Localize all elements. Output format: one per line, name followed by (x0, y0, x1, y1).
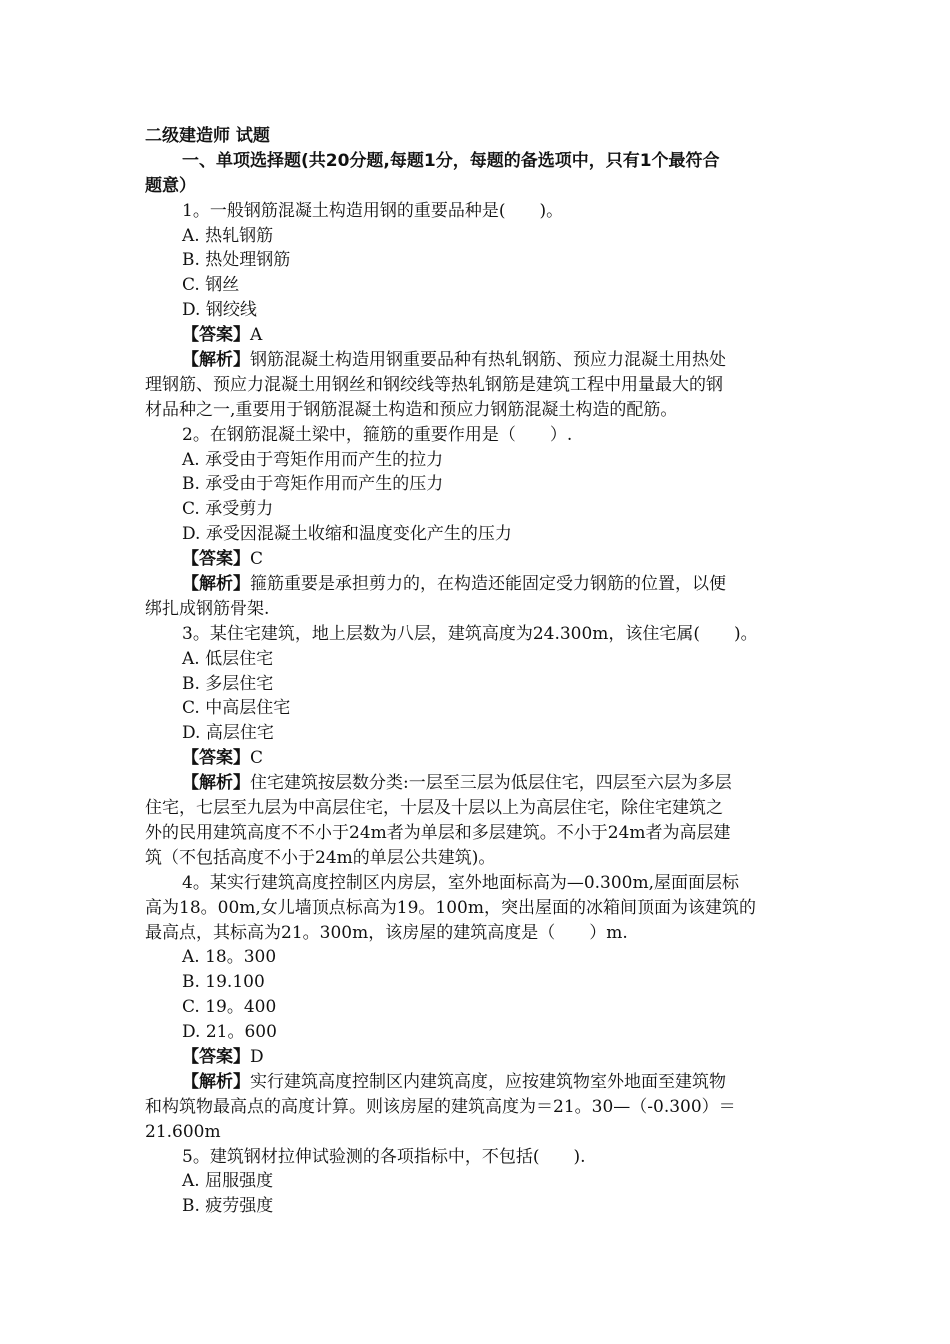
answer-label: 【答案】 (182, 549, 250, 570)
question-3-option-c: C. 中高层住宅 (182, 698, 291, 719)
question-4-option-a: A. 18。300 (182, 947, 277, 968)
question-3-stem: 3。某住宅建筑，地上层数为八层，建筑高度为24.300m，该住宅属( )。 (182, 623, 758, 644)
analysis-label: 【解析】 (182, 773, 250, 794)
question-4-stem-line: 高为18。00m,女儿墙顶点标高为19。100m，突出屋面的冰箱间顶面为该建筑的 (145, 897, 756, 918)
answer-label: 【答案】 (182, 325, 250, 346)
question-5-stem: 5。建筑钢材拉伸试验测的各项指标中，不包括( ). (182, 1146, 586, 1167)
question-4-analysis-line: 21.600m (145, 1121, 221, 1142)
question-2-answer (145, 547, 815, 572)
question-1-option-a: A. 热轧钢筋 (182, 225, 274, 246)
answer-value: C (250, 748, 264, 769)
question-2-option-d: D. 承受因混凝土收缩和温度变化产生的压力 (182, 524, 512, 545)
answer-value: C (250, 549, 264, 570)
analysis-text: 箍筋重要是承担剪力的，在构造还能固定受力钢筋的位置，以便 (250, 574, 726, 595)
question-5-option-b: B. 疲劳强度 (182, 1196, 274, 1217)
question-3-analysis-line: 筑（不包括高度不小于24m的单层公共建筑)。 (145, 847, 496, 868)
answer-value: A (250, 325, 263, 346)
answer-label: 【答案】 (182, 748, 250, 769)
question-4-answer (145, 1045, 815, 1070)
analysis-text: 钢筋混凝土构造用钢重要品种有热轧钢筋、预应力混凝土用热处 (250, 350, 726, 371)
question-4-stem: 4。某实行建筑高度控制区内房层，室外地面标高为—0.300m,屋面面层标 (182, 872, 740, 893)
question-3-analysis-line: 住宅，七层至九层为中高层住宅，十层及十层以上为高层住宅，除住宅建筑之 (145, 798, 723, 819)
question-2-analysis-line: 绑扎成钢筋骨架. (145, 598, 270, 619)
question-2-stem: 2。在钢筋混凝土梁中，箍筋的重要作用是（ ）. (182, 424, 573, 445)
document-title: 二级建造师 试题 (145, 126, 270, 146)
question-1-analysis-line: 材品种之一,重要用于钢筋混凝土构造和预应力钢筋混凝土构造的配筋。 (145, 399, 678, 420)
question-3-option-b: B. 多层住宅 (182, 673, 274, 694)
question-2-analysis (145, 572, 815, 597)
question-1-option-c: C. 钢丝 (182, 275, 240, 296)
question-1-answer (145, 323, 815, 348)
analysis-label: 【解析】 (182, 1071, 250, 1092)
document-page (145, 124, 815, 1219)
question-4-option-c: C. 19。400 (182, 997, 277, 1018)
question-1-option-d: D. 钢绞线 (182, 300, 257, 321)
analysis-label: 【解析】 (182, 350, 250, 371)
question-3-analysis-line: 外的民用建筑高度不不小于24m者为单层和多层建筑。不小于24m者为高层建 (145, 822, 731, 843)
question-4-stem-line: 最高点，其标高为21。300m，该房屋的建筑高度是（ ）m. (145, 922, 628, 943)
question-3-analysis (145, 771, 815, 796)
section-heading: 一、单项选择题(共20分题,每题1分，每题的备选项中，只有1个最符合 (182, 150, 720, 171)
question-1-stem: 1。一般钢筋混凝土构造用钢的重要品种是( )。 (182, 200, 564, 221)
question-1-option-b: B. 热处理钢筋 (182, 250, 291, 271)
answer-label: 【答案】 (182, 1046, 250, 1067)
analysis-text: 实行建筑高度控制区内建筑高度，应按建筑物室外地面至建筑物 (250, 1071, 726, 1092)
answer-value: D (250, 1046, 264, 1067)
analysis-text: 住宅建筑按层数分类:一层至三层为低层住宅，四层至六层为多层 (250, 773, 732, 794)
question-1-analysis (145, 348, 815, 373)
question-2-option-b: B. 承受由于弯矩作用而产生的压力 (182, 474, 444, 495)
question-4-analysis (145, 1070, 815, 1095)
question-2-option-c: C. 承受剪力 (182, 499, 274, 520)
section-heading-continued: 题意） (145, 175, 196, 196)
analysis-label: 【解析】 (182, 574, 250, 595)
question-3-answer (145, 746, 815, 771)
question-1-analysis-line: 理钢筋、预应力混凝土用钢丝和钢绞线等热轧钢筋是建筑工程中用量最大的钢 (145, 374, 723, 395)
question-3-option-a: A. 低层住宅 (182, 648, 274, 669)
question-3-option-d: D. 高层住宅 (182, 723, 274, 744)
question-4-analysis-line: 和构筑物最高点的高度计算。则该房屋的建筑高度为＝21。30—（-0.300）＝ (145, 1096, 736, 1117)
question-4-option-b: B. 19.100 (182, 972, 265, 993)
question-5-option-a: A. 屈服强度 (182, 1171, 274, 1192)
question-4-option-d: D. 21。600 (182, 1022, 277, 1043)
question-2-option-a: A. 承受由于弯矩作用而产生的拉力 (182, 449, 444, 470)
